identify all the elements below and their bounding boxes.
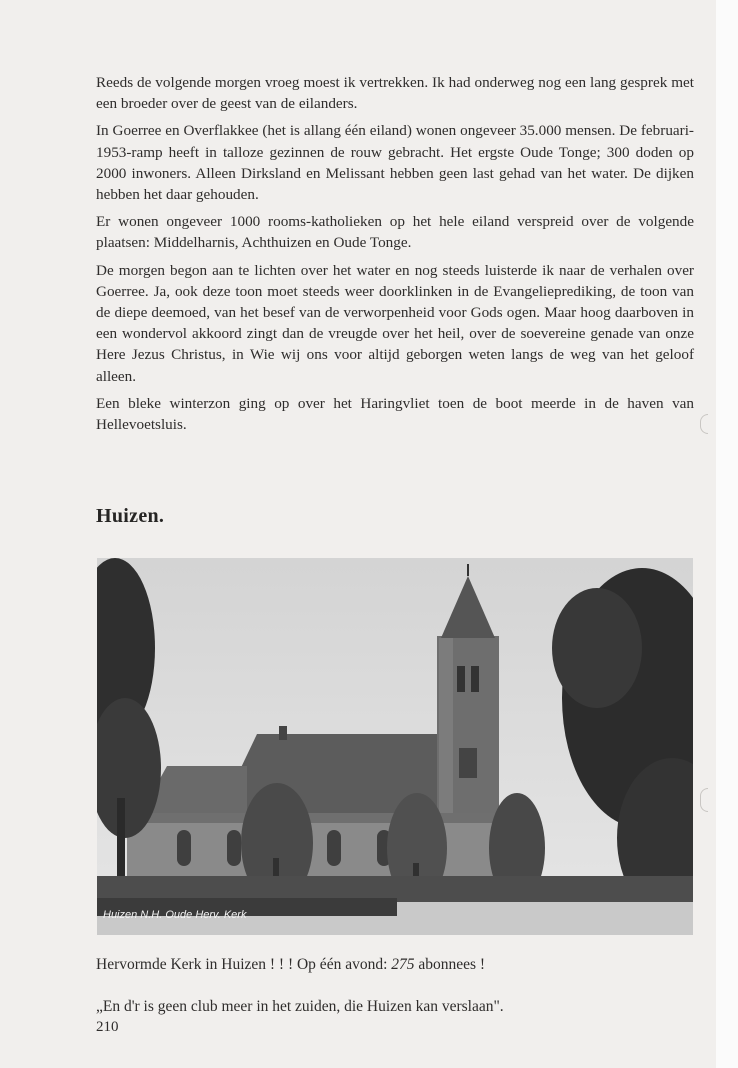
caption-text: Hervormde Kerk in Huizen ! ! ! Op één avond:: [96, 956, 392, 973]
paragraph-5: Een bleke winterzon ging op over het Haringvliet toen de boot meerde in de haven van Hellevoetsluis.: [96, 394, 694, 434]
page-number: 210: [96, 1019, 119, 1035]
section-heading: Huizen.: [96, 505, 165, 527]
paragraph-4: De morgen begon aan te lichten over het water en nog steeds luisterde ik naar de verhalen over Goerree. Ja, ook deze toon moet steeds weer doorklinken in de Evangelieprediking, de toon van de diepe deemoed, van het besef van de verworpenheid voor Gods ogen. Maar hoog daarboven in een wondervol akkoord zingt dan de vreugde over het heil, over de soevereine genade van onze Here Jezus Christus, in Wie wij ons voor altijd geborgen weten langs de weg van het geloof alleen.: [96, 261, 694, 385]
paragraph-2: In Goerree en Overflakkee (het is allang één eiland) wonen ongeveer 35.000 mensen. De februari-1953-ramp heeft in talloze gezinnen de rouw gebracht. Het ergste Oude Tonge; 300 doden op 2000 inwoners. Alleen Dirksland en Melissant hebben geen last gehad van het water. De dijken hebben het daar gehouden.: [96, 122, 694, 204]
subscriber-count: 275: [391, 956, 415, 973]
body-text: [96, 72, 694, 441]
page-edge: [716, 0, 738, 1068]
paragraph-1: Reeds de volgende morgen vroeg moest ik vertrekken. Ik had onderweg nog een lang gesprek met een broeder over de geest van de eilanders.: [96, 74, 694, 113]
margin-mark: [700, 788, 708, 812]
church-photo: [97, 558, 693, 935]
quote-line: „En d'r is geen club meer in het zuiden, die Huizen kan verslaan".: [96, 998, 504, 1015]
photo-caption: [96, 956, 485, 974]
photo-inscription: Huizen N.H. Oude Herv. Kerk: [103, 909, 247, 921]
caption-suffix: abonnees !: [414, 956, 486, 973]
margin-mark: [700, 414, 708, 434]
paragraph-3: Er wonen ongeveer 1000 rooms-katholieken op het hele eiland verspreid over de volgende plaatsen: Middelharnis, Achthuizen en Oude Tonge.: [96, 213, 694, 252]
